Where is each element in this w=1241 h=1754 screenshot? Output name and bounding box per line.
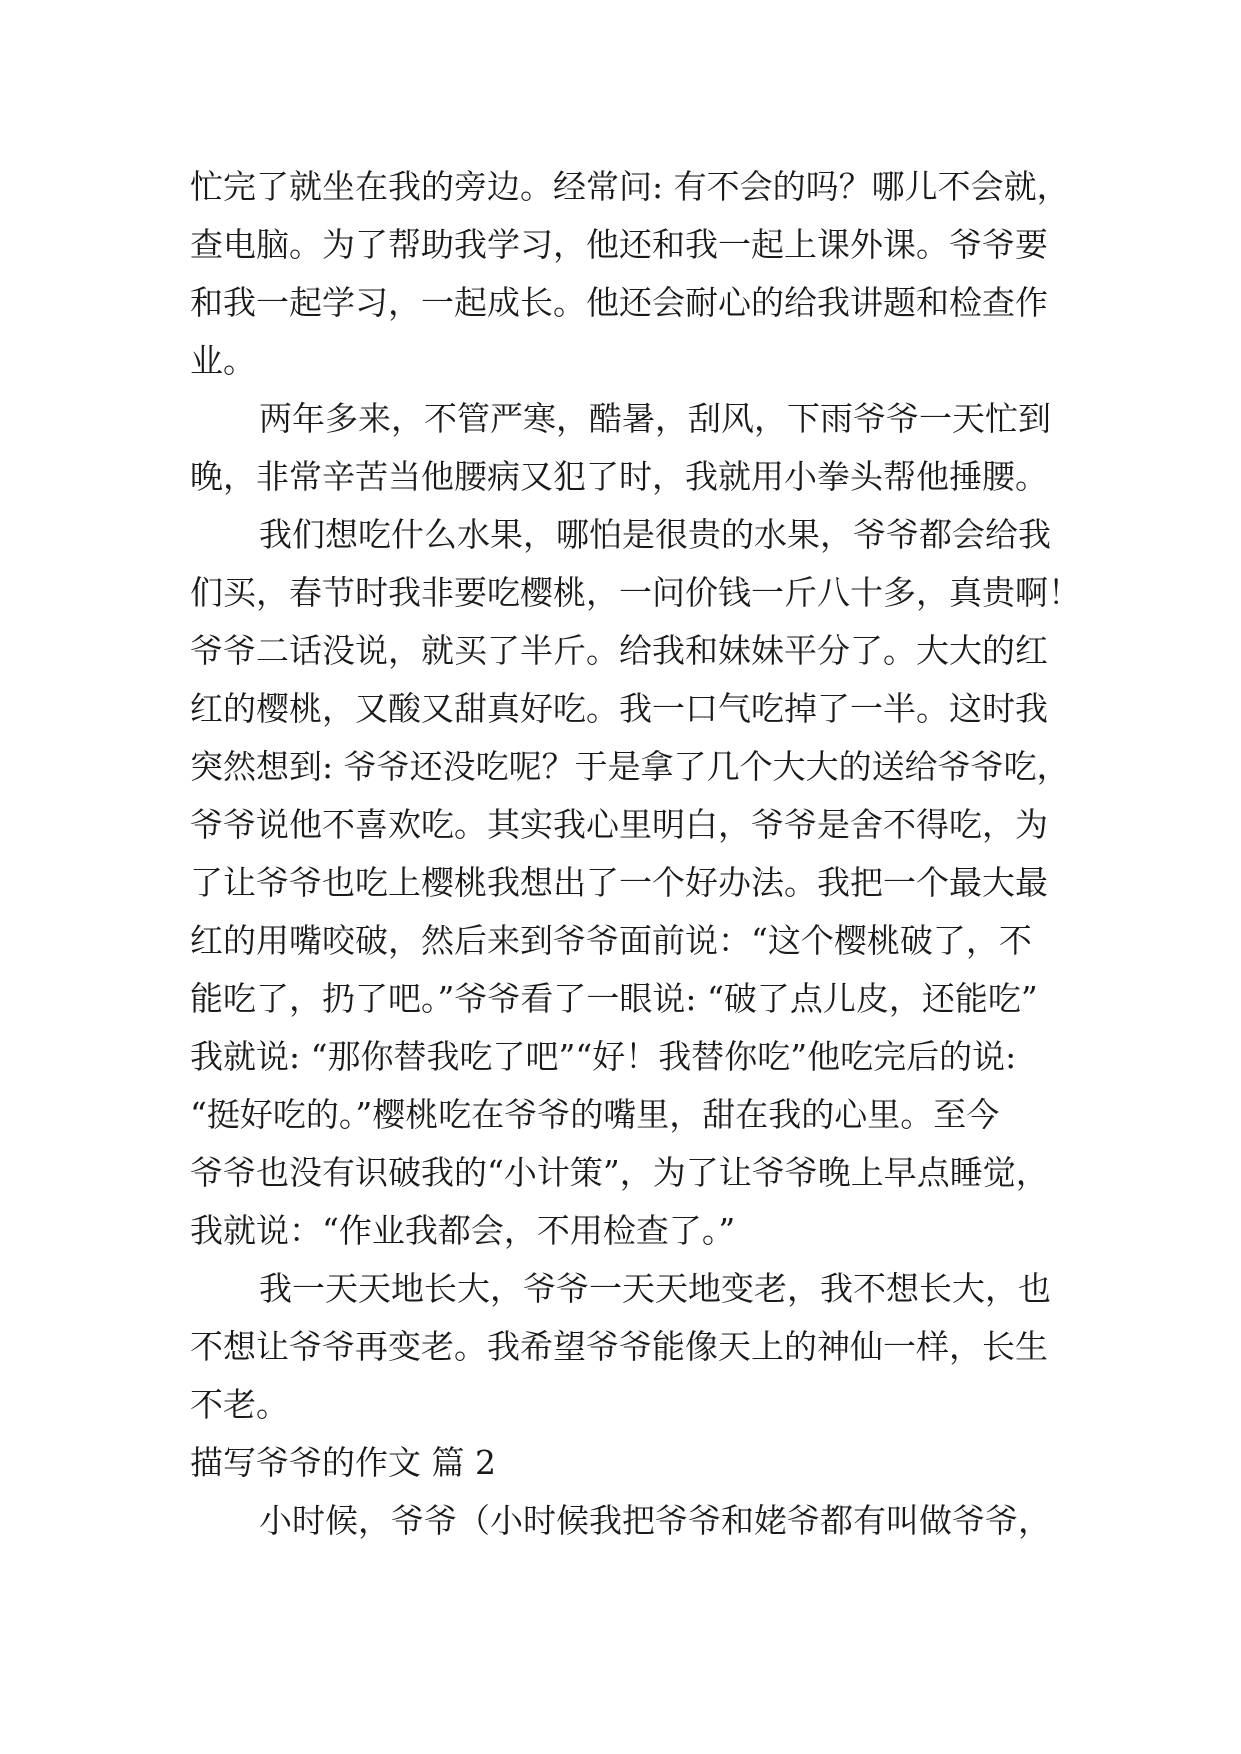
text-line [0, 1318, 1241, 1376]
line-text: 我就说：“作业我都会，不用检查了。” [190, 1211, 736, 1250]
text-line [0, 796, 1241, 854]
line-text: 两年多来，不管严寒，酷暑，刮风，下雨爷爷一天忙到 [259, 399, 1051, 438]
line-text: 红的樱桃，又酸又甜真好吃。我一口气吃掉了一半。这时我 [190, 689, 1048, 728]
text-line [0, 448, 1241, 506]
line-text: 爷爷二话没说，就买了半斤。给我和妹妹平分了。大大的红 [190, 631, 1048, 670]
paragraph-first-line [0, 1492, 1241, 1550]
line-text: 我一天天地长大，爷爷一天天地变老，我不想长大，也 [259, 1269, 1051, 1308]
line-text: 我们想吃什么水果，哪怕是很贵的水果，爷爷都会给我 [259, 515, 1051, 554]
heading-text: 描写爷爷的作文 篇 2 [190, 1443, 496, 1482]
section-heading [0, 1434, 1241, 1492]
text-line [0, 738, 1241, 796]
text-line [0, 274, 1241, 332]
line-text: 不想让爷爷再变老。我希望爷爷能像天上的神仙一样，长生 [190, 1327, 1048, 1366]
text-line [0, 680, 1241, 738]
paragraph-first-line [0, 506, 1241, 564]
line-text: 了让爷爷也吃上樱桃我想出了一个好办法。我把一个最大最 [190, 863, 1048, 902]
text-line [0, 564, 1241, 622]
text-line [0, 1202, 1241, 1260]
text-line [0, 854, 1241, 912]
line-text: 不老。 [190, 1385, 289, 1424]
line-text: 能吃了，扔了吧。”爷爷看了一眼说: “破了点儿皮，还能吃” [190, 979, 1038, 1018]
paragraph-first-line [0, 390, 1241, 448]
paragraph-first-line [0, 1260, 1241, 1318]
text-line [0, 1376, 1241, 1434]
line-text: 我就说: “那你替我吃了吧”“好！我替你吃”他吃完后的说: [190, 1037, 1017, 1076]
line-text: 爷爷也没有识破我的“小计策”，为了让爷爷晚上早点睡觉， [190, 1153, 1049, 1192]
text-line [0, 332, 1241, 390]
line-text: 和我一起学习，一起成长。他还会耐心的给我讲题和检查作 [190, 283, 1048, 322]
line-text: 突然想到: 爷爷还没吃呢？于是拿了几个大大的送给爷爷吃， [190, 747, 1070, 786]
line-text: 小时候，爷爷（小时候我把爷爷和姥爷都有叫做爷爷， [259, 1501, 1051, 1540]
line-text: 红的用嘴咬破，然后来到爷爷面前说：“这个樱桃破了，不 [190, 921, 1032, 960]
line-text: 忙完了就坐在我的旁边。经常问: 有不会的吗？哪儿不会就， [190, 167, 1070, 206]
text-line [0, 1028, 1241, 1086]
line-text: 业。 [190, 341, 256, 380]
text-line [0, 1144, 1241, 1202]
line-text: 晚，非常辛苦当他腰病又犯了时，我就用小拳头帮他捶腰。 [190, 457, 1048, 496]
text-line [0, 912, 1241, 970]
line-text: 们买，春节时我非要吃樱桃，一问价钱一斤八十多，真贵啊！ [190, 573, 1081, 612]
text-line [0, 1086, 1241, 1144]
text-line [0, 622, 1241, 680]
line-text: 爷爷说他不喜欢吃。其实我心里明白，爷爷是舍不得吃，为 [190, 805, 1048, 844]
line-text: 查电脑。为了帮助我学习，他还和我一起上课外课。爷爷要 [190, 225, 1048, 264]
text-line [0, 158, 1241, 216]
text-line [0, 970, 1241, 1028]
line-text: “挺好吃的。”樱桃吃在爷爷的嘴里，甜在我的心里。至今 [190, 1095, 1000, 1134]
text-line [0, 216, 1241, 274]
